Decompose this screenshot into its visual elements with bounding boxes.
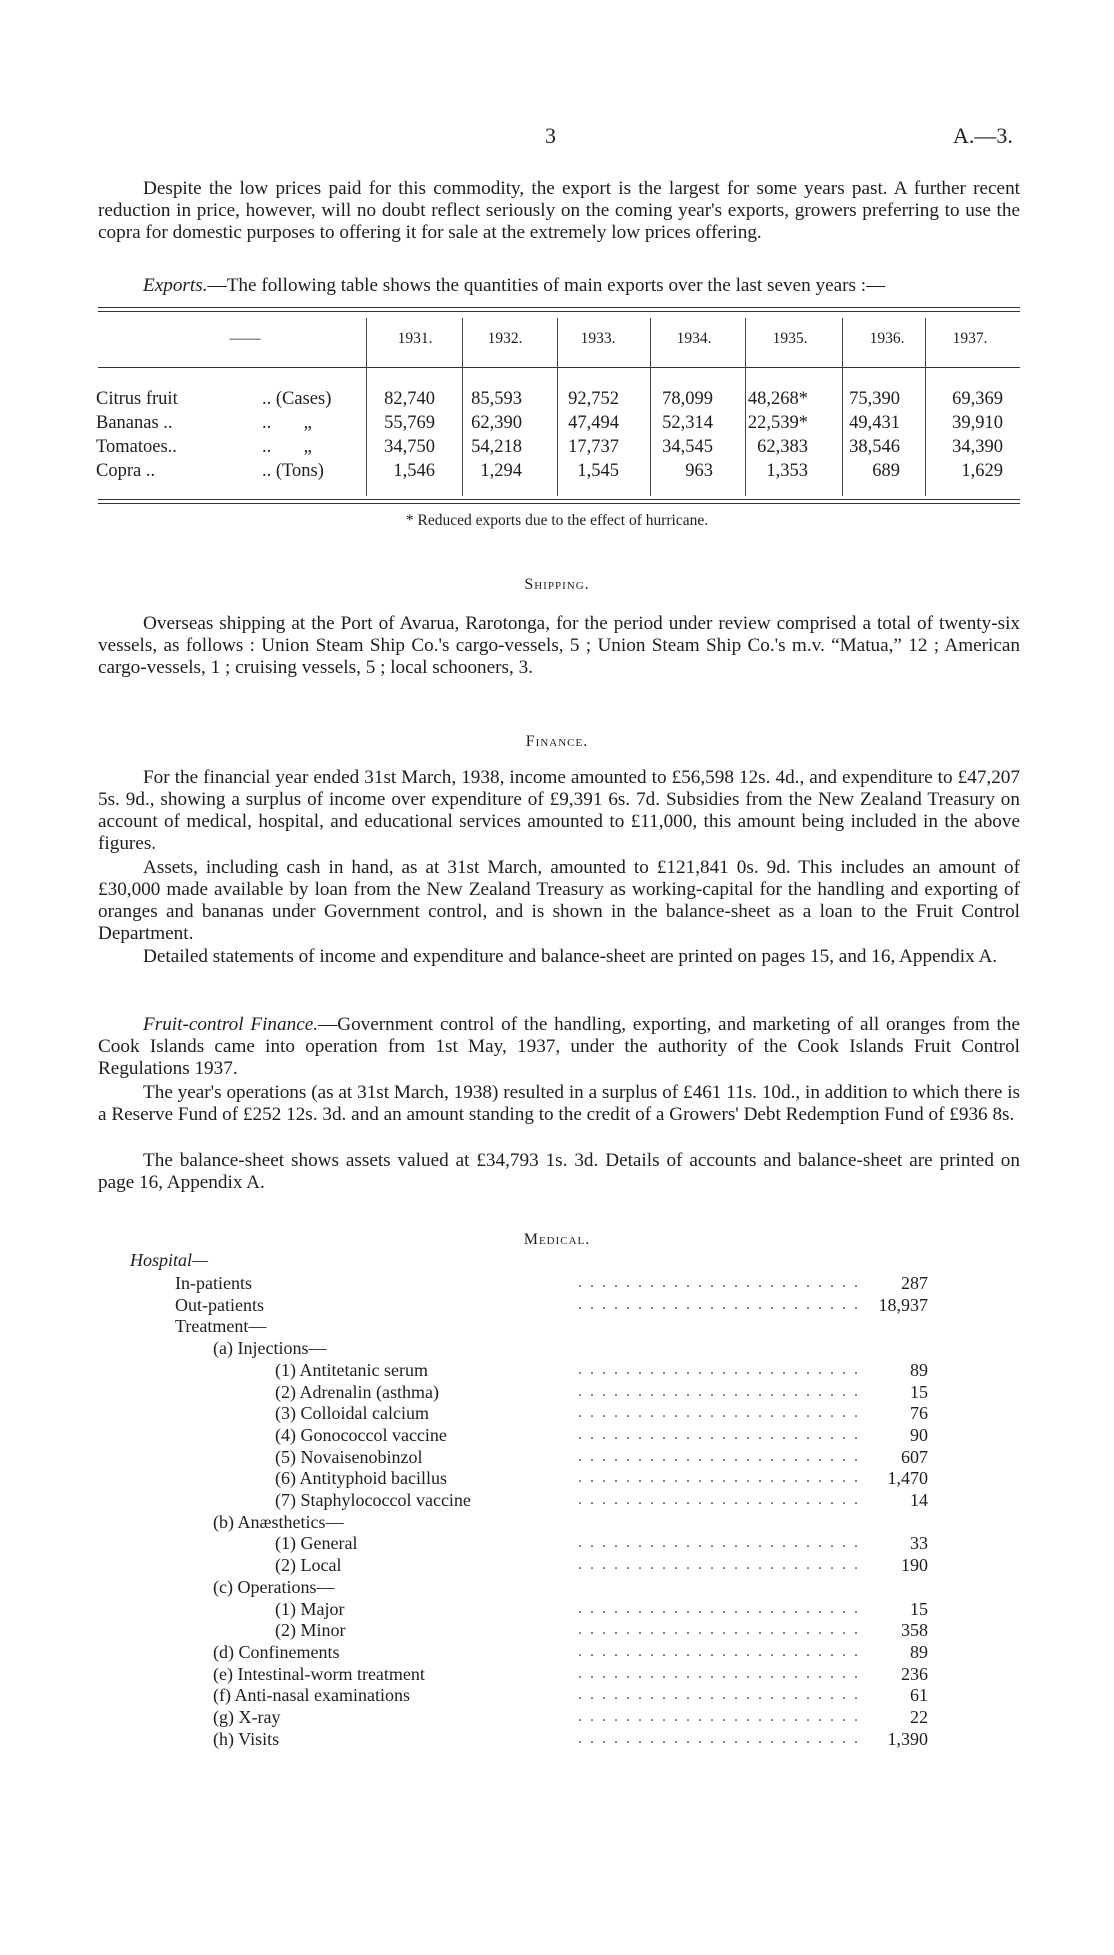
leader-dots: . . . . . . . . . . . . . . . . . . . . . . . . (578, 1425, 860, 1443)
page-number: 3 (545, 123, 556, 148)
export-value-cell: 34,545 (662, 437, 713, 457)
medical-item-label: (6) Antityphoid bacillus (275, 1468, 451, 1489)
medical-item-value: 89 (910, 1641, 928, 1662)
table-top-rule (98, 307, 1020, 308)
medical-item-label: (e) Intestinal-worm treatment (213, 1664, 429, 1685)
leader-dots: . . . . . . . . . . . . . . . . . . . . . . . . (578, 1295, 860, 1313)
medical-item-label: (1) General (275, 1533, 361, 1554)
finance-heading: Finance. (525, 733, 589, 750)
leader-dots: . . . . . . . . . . . . . . . . . . . . . . . . (578, 1642, 860, 1660)
export-row-unit: .. „ (262, 437, 312, 457)
export-value-cell: 39,910 (952, 413, 1003, 433)
finance-paragraph-3: Detailed statements of income and expenditure and balance-sheet are printed on pages 15, and 16, Appendix A. (143, 946, 998, 967)
medical-item-label: (4) Gonococcol vaccine (275, 1425, 451, 1446)
export-value-cell: 1,545 (577, 461, 619, 481)
medical-item-value: 287 (901, 1273, 928, 1293)
medical-item-label: (2) Adrenalin (asthma) (275, 1382, 443, 1403)
year-header: 1931. (397, 330, 433, 347)
medical-item-value: 15 (910, 1598, 928, 1619)
export-row-unit: .. (Tons) (262, 461, 324, 481)
leader-dots: . . . . . . . . . . . . . . . . . . . . . . . . (578, 1491, 860, 1508)
exports-lead-label: Exports. (143, 275, 208, 296)
year-header: 1932. (487, 330, 523, 347)
export-value-cell: 17,737 (568, 437, 619, 457)
export-value-cell: 34,750 (384, 437, 435, 457)
medical-item-value: 18,937 (878, 1294, 928, 1315)
leader-dots: . . . . . . . . . . . . . . . . . . . . . . . . (578, 1469, 860, 1487)
hospital-label: Hospital— (130, 1250, 209, 1270)
export-row-label: Copra .. (96, 461, 156, 481)
export-row-label: Tomatoes.. (96, 437, 177, 457)
export-value-cell: 689 (872, 461, 900, 481)
medical-item-label: (f) Anti-nasal examinations (213, 1685, 414, 1706)
export-value-cell: 47,494 (568, 413, 619, 433)
leader-dots: . . . . . . . . . . . . . . . . . . . . . . . . (578, 1404, 860, 1422)
export-value-cell: 52,314 (662, 413, 713, 433)
table-top-rule-2 (98, 311, 1020, 312)
medical-item-value: 190 (901, 1555, 928, 1576)
finance-paragraph-1: For the financial year ended 31st March, 1938, income amounted to £56,598 12s. 4d., and expenditure to £47,207 5s. 9d., showing a surplus of income over expenditure of £9,391 6s. 7d. Subsidies from the New Zealand Treasury on account of medical, hospital, and educational services amounted to £11,000, this amount being included in the above figures. (98, 767, 1020, 854)
medical-item-label: Out-patients (175, 1295, 268, 1316)
medical-item-label: (1) Antitetanic serum (275, 1360, 432, 1381)
export-value-cell: 1,546 (393, 461, 435, 481)
export-value-cell: 963 (685, 461, 713, 481)
medical-item-label: (c) Operations— (213, 1577, 338, 1598)
medical-item-value: 89 (910, 1359, 928, 1380)
finance-paragraph-2: Assets, including cash in hand, as at 31st March, amounted to £121,841 0s. 9d. This includes an amount of £30,000 made available by loan from the New Zealand Treasury as working-capital for the handling and exporting of oranges and bananas under Government control, and is shown in the balance-sheet as a loan to the Fruit Control Department. (98, 857, 1020, 944)
medical-item-label: (h) Visits (213, 1729, 283, 1750)
export-value-cell: 55,769 (384, 413, 435, 433)
year-header: 1937. (952, 330, 988, 347)
finance-paragraph-6: The balance-sheet shows assets valued at £34,793 1s. 3d. Details of accounts and balance-sheet are printed on page 16, Appendix A. (98, 1150, 1020, 1193)
medical-item-value: 61 (910, 1685, 928, 1706)
export-value-cell: 62,390 (471, 413, 522, 433)
medical-item-label: Treatment— (175, 1316, 270, 1337)
medical-item-label: (d) Confinements (213, 1642, 343, 1663)
year-header: 1934. (676, 330, 712, 347)
export-value-cell: 1,353 (766, 461, 808, 481)
medical-item-value: 90 (910, 1424, 928, 1445)
leader-dots: . . . . . . . . . . . . . . . . . . . . . . . . (578, 1447, 860, 1465)
medical-item-label: (5) Novaisenobinzol (275, 1447, 426, 1468)
leader-dots: . . . . . . . . . . . . . . . . . . . . . . . . (578, 1556, 860, 1574)
export-row-unit: .. (Cases) (262, 389, 332, 409)
export-value-cell: 1,294 (480, 461, 522, 481)
year-header: 1933. (580, 330, 616, 347)
medical-item-value: 22 (910, 1707, 928, 1727)
year-header: 1935. (772, 330, 808, 347)
exports-lead-text: —The following table shows the quantities of main exports over the last seven years :— (207, 275, 886, 296)
export-value-cell: 38,546 (849, 437, 900, 457)
export-value-cell: 34,390 (952, 437, 1003, 457)
export-row-label: Bananas .. (96, 413, 173, 433)
medical-item-label: (7) Staphylococcol vaccine (275, 1490, 475, 1511)
export-value-cell: 85,593 (471, 389, 522, 409)
export-value-cell: 22,539* (747, 413, 808, 433)
leader-dots: . . . . . . . . . . . . . . . . . . . . . . . . (578, 1360, 860, 1378)
medical-item-value: 14 (910, 1490, 928, 1510)
medical-item-label: (2) Local (275, 1555, 345, 1576)
shipping-heading: Shipping. (524, 576, 590, 593)
medical-item-value: 236 (901, 1663, 928, 1684)
leader-dots: . . . . . . . . . . . . . . . . . . . . . . . . (578, 1729, 860, 1747)
table-bottom-rule-2 (98, 503, 1020, 504)
export-value-cell: 54,218 (471, 437, 522, 457)
leader-dots: . . . . . . . . . . . . . . . . . . . . . . . . (578, 1599, 860, 1617)
export-row-unit: .. „ (262, 413, 312, 433)
leader-dots: . . . . . . . . . . . . . . . . . . . . . . . . (578, 1664, 860, 1682)
medical-item-value: 1,470 (887, 1468, 928, 1489)
year-header: 1936. (869, 330, 905, 347)
shipping-paragraph: Overseas shipping at the Port of Avarua, Rarotonga, for the period under review comprised a total of twenty-six vessels, as follows : Union Steam Ship Co.'s cargo-vessels, 5 ; Union Steam Ship Co.'s m.v. “Matua,” 12 ; American cargo-vessels, 1 ; cruising vessels, 5 ; local schooners, 3. (98, 613, 1020, 678)
leader-dots: . . . . . . . . . . . . . . . . . . . . . . . . (578, 1686, 860, 1704)
medical-item-label: (1) Major (275, 1599, 348, 1620)
finance-paragraph-4 (98, 1014, 1020, 1080)
leader-dots: . . . . . . . . . . . . . . . . . . . . . . . . (578, 1534, 860, 1552)
medical-item-value: 1,390 (887, 1728, 928, 1749)
export-row-label: Citrus fruit (96, 389, 178, 409)
medical-item-label: (b) Anæsthetics— (213, 1512, 348, 1533)
leader-dots: . . . . . . . . . . . . . . . . . . . . . . . . (578, 1708, 860, 1725)
export-value-cell: 78,099 (662, 389, 713, 409)
leader-dots: . . . . . . . . . . . . . . . . . . . . . . . . (578, 1274, 860, 1291)
leader-dots: . . . . . . . . . . . . . . . . . . . . . . . . (578, 1621, 860, 1639)
export-value-cell: 82,740 (384, 389, 435, 409)
export-value-cell: 49,431 (849, 413, 900, 433)
export-value-cell: 48,268* (747, 389, 808, 409)
export-value-cell: 92,752 (568, 389, 619, 409)
medical-item-value: 33 (910, 1533, 928, 1554)
export-value-cell: 69,369 (952, 389, 1003, 409)
medical-item-label: (a) Injections— (213, 1338, 330, 1359)
exports-lead (98, 275, 1020, 297)
medical-item-value: 607 (901, 1446, 928, 1467)
medical-item-label: (3) Colloidal calcium (275, 1403, 433, 1424)
table-bottom-rule (98, 499, 1020, 500)
medical-item-label: (g) X-ray (213, 1707, 284, 1728)
export-value-cell: 75,390 (849, 389, 900, 409)
table-corner: —— (229, 330, 261, 347)
fruit-control-text: —Government control of the handling, exporting, and marketing of all oranges from the Cook Islands came into operation from 1st May, 1937, under the authority of the Cook Islands Fruit Control Regulations 1937. (98, 1014, 1020, 1079)
table-header-rule (98, 367, 1020, 368)
fruit-control-label: Fruit-control Finance. (143, 1014, 319, 1035)
medical-item-value: 358 (901, 1620, 928, 1641)
document-reference: A.—3. (953, 123, 1013, 148)
export-value-cell: 62,383 (757, 437, 808, 457)
medical-item-value: 76 (910, 1403, 928, 1424)
medical-item-label: In-patients (175, 1273, 256, 1294)
leader-dots: . . . . . . . . . . . . . . . . . . . . . . . . (578, 1382, 860, 1400)
intro-paragraph: Despite the low prices paid for this commodity, the export is the largest for some years past. A further recent reduction in price, however, will no doubt reflect seriously on the coming year's exports, growers preferring to use the copra for domestic purposes to offering it for sale at the extremely low prices offering. (98, 178, 1020, 243)
export-value-cell: 1,629 (961, 461, 1003, 481)
finance-paragraph-5: The year's operations (as at 31st March, 1938) resulted in a surplus of £461 11s. 10d., in addition to which there is a Reserve Fund of £252 12s. 3d. and an amount standing to the credit of a Growers' Debt Redemption Fund of £936 8s. (98, 1082, 1020, 1125)
medical-item-value: 15 (910, 1381, 928, 1402)
medical-item-label: (2) Minor (275, 1620, 350, 1641)
exports-footnote: * Reduced exports due to the effect of hurricane. (405, 512, 709, 529)
medical-heading: Medical. (523, 1231, 591, 1248)
